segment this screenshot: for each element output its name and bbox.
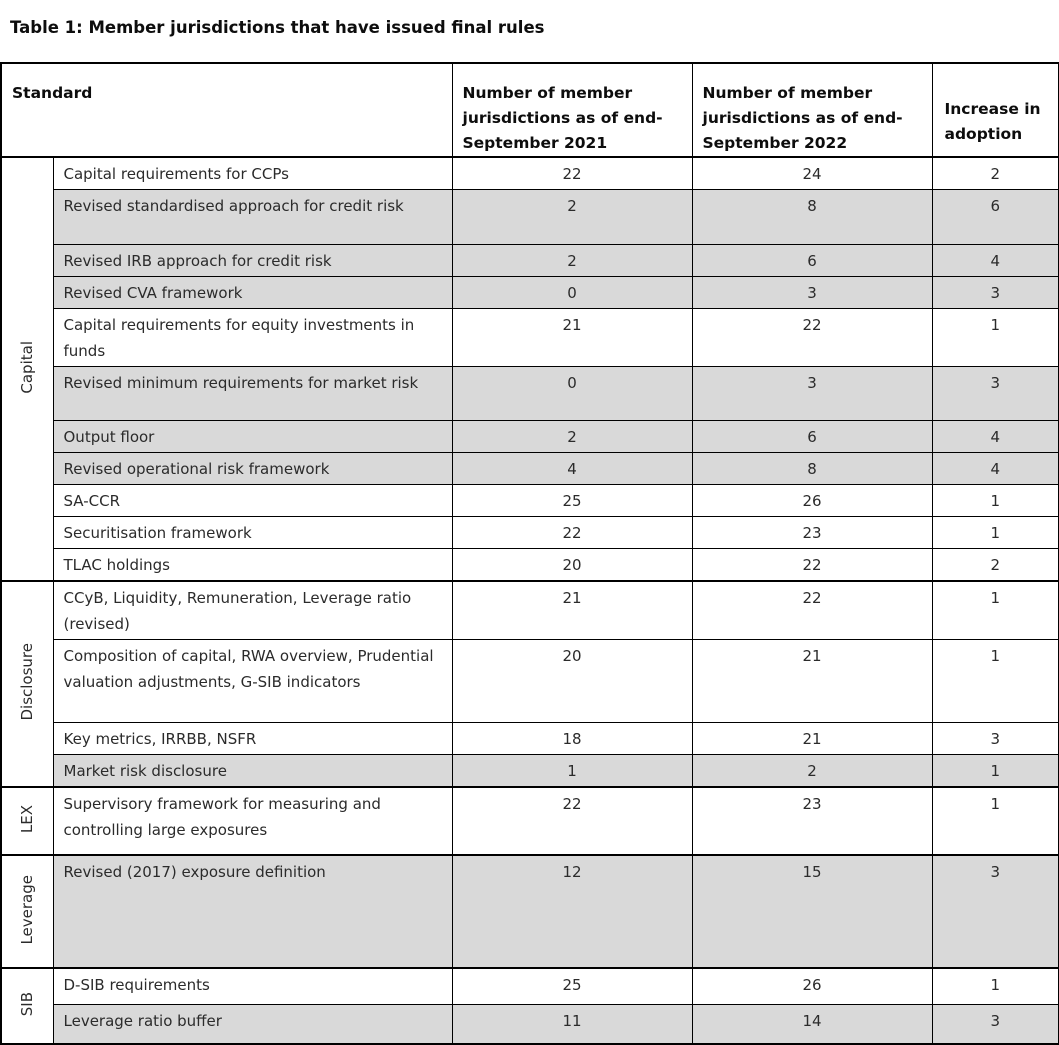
count-2021-cell: 1 [452, 755, 692, 788]
col-header-increase: Increase in adoption [932, 63, 1059, 157]
table-row [1, 549, 1059, 582]
standard-cell: Securitisation framework [53, 517, 452, 549]
increase-cell: 4 [932, 453, 1059, 485]
standard-cell: D-SIB requirements [53, 968, 452, 1004]
standard-cell: Revised minimum requirements for market risk [53, 367, 452, 421]
header-row [1, 63, 1059, 157]
group-label-text: LEX [17, 804, 36, 834]
count-2021-cell: 25 [452, 968, 692, 1004]
col-header-2022: Number of member jurisdictions as of end-September 2022 [692, 63, 932, 157]
count-2022-cell: 8 [692, 453, 932, 485]
group-label-text: Disclosure [17, 643, 36, 721]
increase-cell: 2 [932, 157, 1059, 190]
count-2021-cell: 22 [452, 787, 692, 855]
count-2021-cell: 2 [452, 245, 692, 277]
count-2022-cell: 2 [692, 755, 932, 788]
table-row [1, 640, 1059, 723]
count-2021-cell: 11 [452, 1004, 692, 1044]
count-2021-cell: 22 [452, 157, 692, 190]
table-row [1, 453, 1059, 485]
group-label-text: SIB [17, 991, 36, 1017]
count-2022-cell: 24 [692, 157, 932, 190]
standard-cell: Leverage ratio buffer [53, 1004, 452, 1044]
increase-cell: 3 [932, 855, 1059, 968]
standard-cell: SA-CCR [53, 485, 452, 517]
group-label-text: Leverage [17, 874, 36, 945]
group-label-leverage [1, 855, 53, 968]
col-header-standard: Standard [1, 63, 452, 157]
final-rules-table [0, 62, 1059, 1045]
count-2021-cell: 20 [452, 549, 692, 582]
count-2021-cell: 0 [452, 277, 692, 309]
table-row [1, 157, 1059, 190]
table-row [1, 277, 1059, 309]
table-row [1, 581, 1059, 640]
count-2022-cell: 22 [692, 309, 932, 367]
table-row [1, 1004, 1059, 1044]
count-2022-cell: 21 [692, 723, 932, 755]
standard-cell: Market risk disclosure [53, 755, 452, 788]
table-row [1, 968, 1059, 1004]
count-2022-cell: 8 [692, 190, 932, 245]
count-2022-cell: 6 [692, 245, 932, 277]
increase-cell: 4 [932, 421, 1059, 453]
increase-cell: 1 [932, 755, 1059, 788]
standard-cell: Capital requirements for equity investments in funds [53, 309, 452, 367]
table-row [1, 309, 1059, 367]
count-2022-cell: 6 [692, 421, 932, 453]
count-2022-cell: 3 [692, 277, 932, 309]
count-2022-cell: 22 [692, 581, 932, 640]
count-2021-cell: 18 [452, 723, 692, 755]
table-row [1, 190, 1059, 245]
count-2022-cell: 14 [692, 1004, 932, 1044]
increase-cell: 1 [932, 309, 1059, 367]
group-label-disclosure [1, 581, 53, 787]
count-2022-cell: 26 [692, 968, 932, 1004]
table-row [1, 517, 1059, 549]
standard-cell: Key metrics, IRRBB, NSFR [53, 723, 452, 755]
standard-cell: CCyB, Liquidity, Remuneration, Leverage ratio (revised) [53, 581, 452, 640]
standard-cell: Supervisory framework for measuring and controlling large exposures [53, 787, 452, 855]
count-2022-cell: 26 [692, 485, 932, 517]
count-2021-cell: 22 [452, 517, 692, 549]
count-2022-cell: 23 [692, 517, 932, 549]
standard-cell: Revised standardised approach for credit risk [53, 190, 452, 245]
table-row [1, 755, 1059, 788]
group-label-sib [1, 968, 53, 1044]
increase-cell: 3 [932, 1004, 1059, 1044]
count-2022-cell: 22 [692, 549, 932, 582]
count-2021-cell: 12 [452, 855, 692, 968]
table-row [1, 723, 1059, 755]
col-header-2021: Number of member jurisdictions as of end-September 2021 [452, 63, 692, 157]
count-2022-cell: 15 [692, 855, 932, 968]
table-row [1, 421, 1059, 453]
group-label-lex [1, 787, 53, 855]
count-2021-cell: 20 [452, 640, 692, 723]
table-row [1, 367, 1059, 421]
count-2021-cell: 0 [452, 367, 692, 421]
count-2022-cell: 3 [692, 367, 932, 421]
standard-cell: TLAC holdings [53, 549, 452, 582]
increase-cell: 1 [932, 968, 1059, 1004]
standard-cell: Composition of capital, RWA overview, Prudential valuation adjustments, G-SIB indicators [53, 640, 452, 723]
increase-cell: 1 [932, 787, 1059, 855]
increase-cell: 1 [932, 517, 1059, 549]
increase-cell: 1 [932, 581, 1059, 640]
table-row [1, 855, 1059, 968]
increase-cell: 1 [932, 640, 1059, 723]
standard-cell: Revised IRB approach for credit risk [53, 245, 452, 277]
table-title: Table 1: Member jurisdictions that have issued final rules [10, 18, 545, 37]
count-2021-cell: 21 [452, 309, 692, 367]
group-label-capital [1, 157, 53, 581]
table-row [1, 245, 1059, 277]
increase-cell: 1 [932, 485, 1059, 517]
count-2022-cell: 21 [692, 640, 932, 723]
standard-cell: Capital requirements for CCPs [53, 157, 452, 190]
count-2021-cell: 25 [452, 485, 692, 517]
standard-cell: Revised CVA framework [53, 277, 452, 309]
count-2021-cell: 21 [452, 581, 692, 640]
count-2021-cell: 2 [452, 190, 692, 245]
group-label-text: Capital [17, 340, 36, 394]
count-2022-cell: 23 [692, 787, 932, 855]
increase-cell: 3 [932, 367, 1059, 421]
increase-cell: 3 [932, 277, 1059, 309]
table-row [1, 787, 1059, 855]
count-2021-cell: 2 [452, 421, 692, 453]
standard-cell: Output floor [53, 421, 452, 453]
increase-cell: 2 [932, 549, 1059, 582]
count-2021-cell: 4 [452, 453, 692, 485]
increase-cell: 4 [932, 245, 1059, 277]
increase-cell: 6 [932, 190, 1059, 245]
table-row [1, 485, 1059, 517]
increase-cell: 3 [932, 723, 1059, 755]
standard-cell: Revised (2017) exposure definition [53, 855, 452, 968]
standard-cell: Revised operational risk framework [53, 453, 452, 485]
